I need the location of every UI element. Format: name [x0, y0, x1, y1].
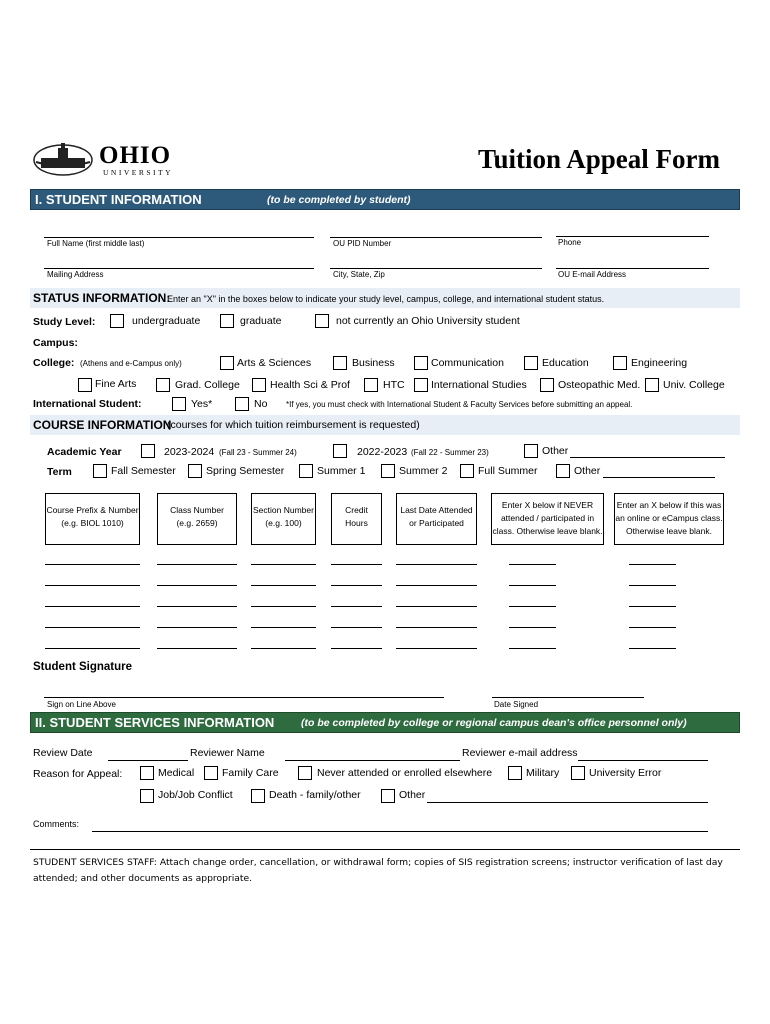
intl-yes-checkbox[interactable]	[172, 397, 186, 411]
mailing-label: Mailing Address	[47, 270, 104, 279]
col-credit-hours: Credit Hours	[331, 493, 382, 545]
course-prefix-field[interactable]	[45, 627, 140, 628]
health-sci-label: Health Sci & Prof	[270, 379, 350, 391]
logo-text: OHIO	[99, 142, 172, 169]
summer1-checkbox[interactable]	[299, 464, 313, 478]
engineering-label: Engineering	[631, 357, 688, 369]
intl-studies-label: International Studies	[431, 379, 527, 391]
year2-label: 2022-2023	[357, 446, 408, 458]
fall-label: Fall Semester	[111, 465, 176, 477]
col-last-date: Last Date Attended or Participated	[396, 493, 477, 545]
medical-label: Medical	[158, 767, 195, 779]
col-online-class: Enter an X below if this was an online or eCampus class. Otherwise leave blank.	[614, 493, 724, 545]
year1-note: (Fall 23 - Summer 24)	[219, 448, 297, 457]
course-prefix-field[interactable]	[45, 564, 140, 565]
communication-label: Communication	[431, 357, 504, 369]
intl-studies-checkbox[interactable]	[414, 378, 428, 392]
family-care-label: Family Care	[222, 767, 279, 779]
spring-label: Spring Semester	[206, 465, 285, 477]
year2-checkbox[interactable]	[333, 444, 347, 458]
course-subtitle: (courses for which tuition reimbursement is requested)	[167, 419, 420, 431]
study-level-label: Study Level:	[33, 316, 96, 328]
univ-college-checkbox[interactable]	[645, 378, 659, 392]
divider	[30, 849, 740, 850]
form-title: Tuition Appeal Form	[477, 144, 720, 174]
date-signed-field[interactable]	[492, 697, 644, 698]
osteopathic-checkbox[interactable]	[540, 378, 554, 392]
year1-checkbox[interactable]	[141, 444, 155, 458]
intl-note: *If yes, you must check with International Student & Faculty Services before submitting an appeal.	[286, 400, 633, 409]
medical-checkbox[interactable]	[140, 766, 154, 780]
term-other-field[interactable]	[603, 477, 715, 478]
class-number-field[interactable]	[157, 627, 237, 628]
pid-label: OU PID Number	[333, 239, 392, 248]
pid-field[interactable]	[330, 237, 542, 238]
col-section-number: Section Number (e.g. 100)	[251, 493, 316, 545]
ohio-university-logo	[33, 140, 183, 178]
spring-checkbox[interactable]	[188, 464, 202, 478]
course-prefix-field[interactable]	[45, 585, 140, 586]
cutler-hall-icon	[33, 140, 93, 176]
university-error-checkbox[interactable]	[571, 766, 585, 780]
never-attended-label: Never attended or enrolled elsewhere	[317, 767, 493, 779]
section-number-field[interactable]	[251, 648, 316, 649]
military-label: Military	[526, 767, 560, 779]
section2-subtitle: (to be completed by college or regional campus dean's office personnel only)	[301, 717, 687, 729]
communication-checkbox[interactable]	[414, 356, 428, 370]
health-sci-checkbox[interactable]	[252, 378, 266, 392]
summer1-label: Summer 1	[317, 465, 366, 477]
term-other-label: Other	[574, 465, 601, 477]
course-prefix-field[interactable]	[45, 648, 140, 649]
academic-year-label: Academic Year	[47, 446, 122, 458]
online-mark-field[interactable]	[629, 648, 676, 649]
graduate-label: graduate	[240, 315, 282, 327]
reason-label: Reason for Appeal:	[33, 768, 123, 780]
sign-label: Sign on Line Above	[47, 700, 116, 709]
fine-arts-checkbox[interactable]	[78, 378, 92, 392]
comments-field[interactable]	[92, 831, 708, 832]
education-label: Education	[542, 357, 589, 369]
section1-header	[30, 189, 740, 210]
col-never-attended: Enter X below if NEVER attended / participated in class. Otherwise leave blank.	[491, 493, 604, 545]
review-date-label: Review Date	[33, 747, 93, 759]
fall-checkbox[interactable]	[93, 464, 107, 478]
business-checkbox[interactable]	[333, 356, 347, 370]
year-other-checkbox[interactable]	[524, 444, 538, 458]
comments-label: Comments:	[33, 819, 80, 829]
credit-hours-field[interactable]	[331, 585, 382, 586]
phone-field[interactable]	[556, 236, 709, 237]
section1-title: I. STUDENT INFORMATION	[35, 192, 202, 207]
reviewer-name-label: Reviewer Name	[190, 747, 265, 759]
job-conflict-label: Job/Job Conflict	[158, 789, 233, 801]
not-student-checkbox[interactable]	[315, 314, 329, 328]
reason-other-label: Other	[399, 789, 426, 801]
arts-sciences-checkbox[interactable]	[220, 356, 234, 370]
htc-label: HTC	[383, 379, 405, 391]
summer2-label: Summer 2	[399, 465, 448, 477]
col-course-prefix: Course Prefix & Number (e.g. BIOL 1010)	[45, 493, 140, 545]
city-field[interactable]	[330, 268, 542, 269]
undergraduate-label: undergraduate	[132, 315, 201, 327]
engineering-checkbox[interactable]	[613, 356, 627, 370]
staff-note: STUDENT SERVICES STAFF: Attach change order, cancellation, or withdrawal form; copies of SIS registration screens; instructor verification of last day attended; and other documents as appropriate.	[33, 857, 723, 884]
mailing-field[interactable]	[44, 268, 314, 269]
online-mark-field[interactable]	[629, 606, 676, 607]
never-attended-mark-field[interactable]	[509, 648, 556, 649]
college-label: College:	[33, 357, 75, 369]
section2-header	[30, 712, 740, 733]
not-student-label: not currently an Ohio University student	[336, 315, 520, 327]
term-other-checkbox[interactable]	[556, 464, 570, 478]
job-conflict-checkbox[interactable]	[140, 789, 154, 803]
logo-subtext: UNIVERSITY	[103, 168, 173, 177]
grad-college-checkbox[interactable]	[156, 378, 170, 392]
signature-field[interactable]	[44, 697, 444, 698]
business-label: Business	[352, 357, 395, 369]
graduate-checkbox[interactable]	[220, 314, 234, 328]
intl-no-checkbox[interactable]	[235, 397, 249, 411]
full-summer-label: Full Summer	[478, 465, 538, 477]
term-label: Term	[47, 466, 72, 478]
email-label: OU E-mail Address	[558, 270, 627, 279]
section-number-field[interactable]	[251, 606, 316, 607]
last-date-field[interactable]	[396, 627, 477, 628]
death-checkbox[interactable]	[251, 789, 265, 803]
section2-title: II. STUDENT SERVICES INFORMATION	[35, 715, 275, 730]
full-name-field[interactable]	[44, 237, 314, 238]
class-number-field[interactable]	[157, 564, 237, 565]
course-title: COURSE INFORMATION	[33, 418, 172, 432]
family-care-checkbox[interactable]	[204, 766, 218, 780]
undergraduate-checkbox[interactable]	[110, 314, 124, 328]
class-number-field[interactable]	[157, 606, 237, 607]
intl-yes-label: Yes*	[191, 398, 213, 410]
col-class-number: Class Number (e.g. 2659)	[157, 493, 237, 545]
reviewer-email-field[interactable]	[578, 760, 708, 761]
univ-college-label: Univ. College	[663, 379, 725, 391]
credit-hours-field[interactable]	[331, 627, 382, 628]
reviewer-name-field[interactable]	[285, 760, 460, 761]
full-summer-checkbox[interactable]	[460, 464, 474, 478]
htc-checkbox[interactable]	[364, 378, 378, 392]
credit-hours-field[interactable]	[331, 648, 382, 649]
section-number-field[interactable]	[251, 585, 316, 586]
credit-hours-field[interactable]	[331, 564, 382, 565]
email-field[interactable]	[556, 268, 709, 269]
credit-hours-field[interactable]	[331, 606, 382, 607]
reason-other-checkbox[interactable]	[381, 789, 395, 803]
never-attended-mark-field[interactable]	[509, 606, 556, 607]
review-date-field[interactable]	[108, 760, 188, 761]
section-number-field[interactable]	[251, 627, 316, 628]
year-other-label: Other	[542, 445, 569, 457]
last-date-field[interactable]	[396, 585, 477, 586]
death-label: Death - family/other	[269, 789, 361, 801]
course-prefix-field[interactable]	[45, 606, 140, 607]
year1-label: 2023-2024	[164, 446, 215, 458]
last-date-field[interactable]	[396, 648, 477, 649]
city-label: City, State, Zip	[333, 270, 385, 279]
last-date-field[interactable]	[396, 564, 477, 565]
never-attended-mark-field[interactable]	[509, 627, 556, 628]
education-checkbox[interactable]	[524, 356, 538, 370]
reason-other-field[interactable]	[427, 802, 708, 803]
section-number-field[interactable]	[251, 564, 316, 565]
online-mark-field[interactable]	[629, 627, 676, 628]
osteopathic-label: Osteopathic Med.	[558, 379, 641, 391]
intl-no-label: No	[254, 398, 268, 410]
online-mark-field[interactable]	[629, 564, 676, 565]
grad-college-label: Grad. College	[175, 379, 240, 391]
intl-student-label: International Student:	[33, 398, 142, 410]
campus-label: Campus:	[33, 337, 78, 349]
section1-subtitle: (to be completed by student)	[267, 194, 411, 206]
date-signed-label: Date Signed	[494, 700, 539, 709]
student-signature-title: Student Signature	[33, 661, 133, 673]
status-title: STATUS INFORMATION:	[33, 291, 171, 305]
college-note: (Athens and e-Campus only)	[80, 359, 182, 368]
status-instruction: Enter an "X" in the boxes below to indicate your study level, campus, college, and international student status.	[167, 294, 605, 304]
never-attended-mark-field[interactable]	[509, 585, 556, 586]
reviewer-email-label: Reviewer e-mail address	[462, 747, 578, 759]
never-attended-checkbox[interactable]	[298, 766, 312, 780]
full-name-label: Full Name (first middle last)	[47, 239, 145, 248]
year-other-field[interactable]	[570, 457, 725, 458]
arts-sciences-label: Arts & Sciences	[237, 357, 312, 369]
last-date-field[interactable]	[396, 606, 477, 607]
never-attended-mark-field[interactable]	[509, 564, 556, 565]
university-error-label: University Error	[589, 767, 662, 779]
year2-note: (Fall 22 - Summer 23)	[411, 448, 489, 457]
military-checkbox[interactable]	[508, 766, 522, 780]
summer2-checkbox[interactable]	[381, 464, 395, 478]
fine-arts-label: Fine Arts	[95, 378, 137, 390]
phone-label: Phone	[558, 238, 582, 247]
online-mark-field[interactable]	[629, 585, 676, 586]
class-number-field[interactable]	[157, 648, 237, 649]
class-number-field[interactable]	[157, 585, 237, 586]
